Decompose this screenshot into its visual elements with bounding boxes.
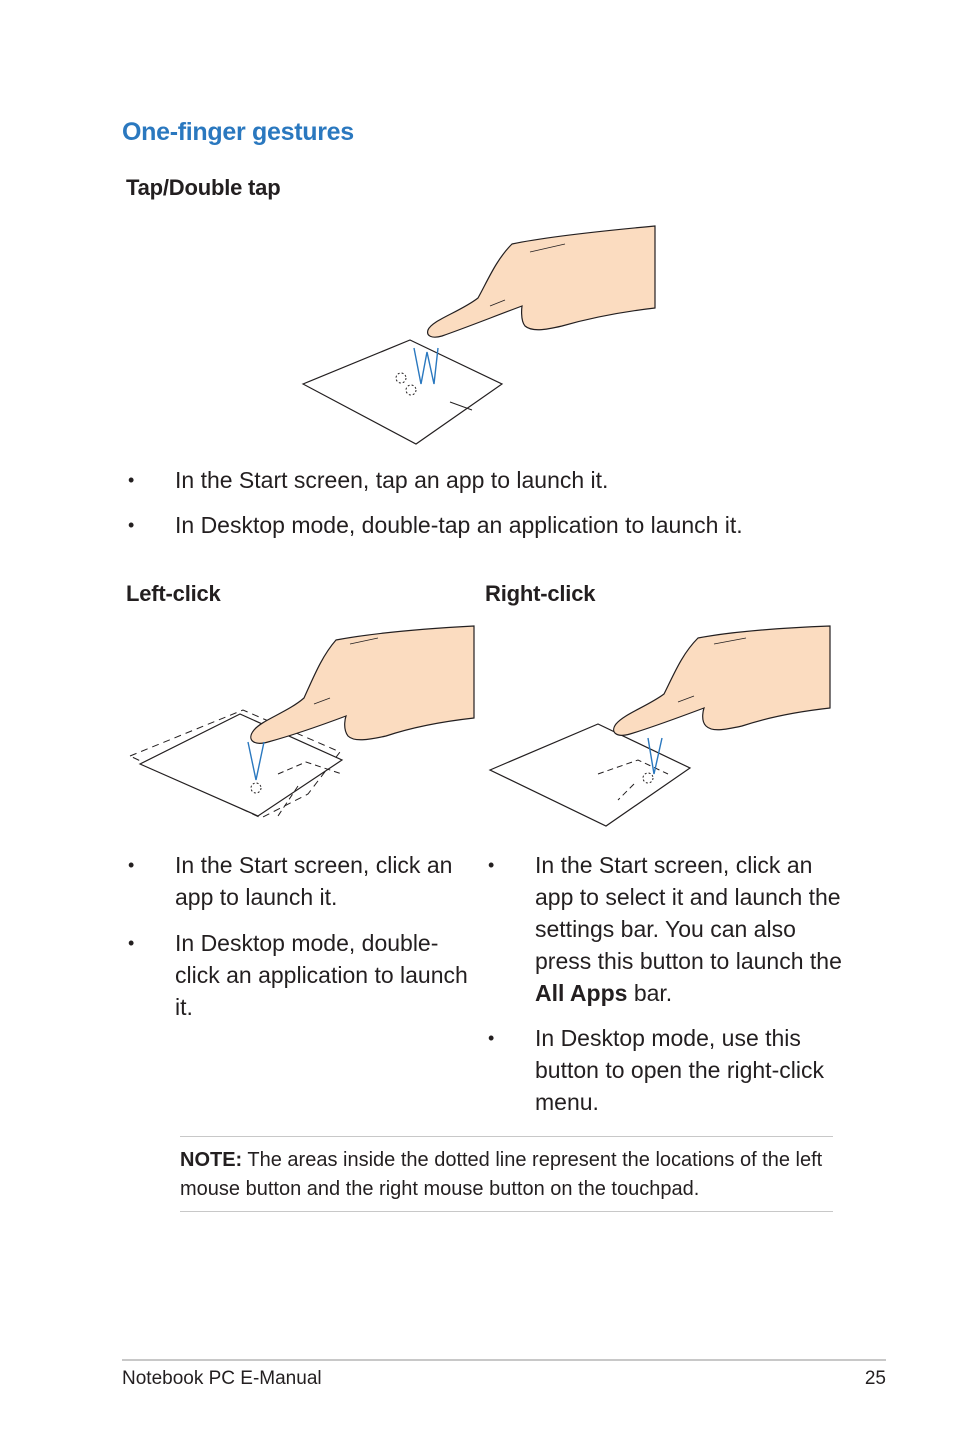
list-item: • In Desktop mode, use this button to open the right-click menu.	[488, 1025, 824, 1115]
note-text: The areas inside the dotted line represent the locations of the left mouse button and the right mouse button on the touchpad.	[180, 1149, 823, 1200]
page-number: 25	[864, 1368, 886, 1389]
footer-divider	[122, 1359, 886, 1361]
tap-bullets	[125, 464, 885, 541]
section-heading: One-finger gestures	[122, 118, 354, 146]
left-click-title: Left-click	[126, 581, 221, 606]
right-click-title: Right-click	[485, 581, 596, 606]
left-click-bullets	[125, 849, 480, 1023]
note-label: NOTE:	[180, 1149, 243, 1171]
list-item: • In the Start screen, click an app to select it and launch the settings bar. You can also press this button to launch the All Apps bar.	[488, 852, 842, 1006]
left-click-illustration	[128, 624, 478, 824]
tap-title: Tap/Double tap	[126, 175, 281, 200]
tap-illustration	[300, 222, 665, 447]
list-item: • In Desktop mode, double-click an application to launch it.	[128, 930, 468, 1020]
list-item: • In the Start screen, click an app to launch it.	[128, 852, 453, 910]
right-click-illustration	[488, 624, 833, 829]
right-click-bullets	[485, 849, 845, 1118]
all-apps-emphasis: All Apps	[535, 980, 628, 1006]
list-item: • In the Start screen, tap an app to launch it.	[128, 467, 609, 493]
note-box	[180, 1136, 833, 1212]
list-item: • In Desktop mode, double-tap an application to launch it.	[128, 512, 743, 538]
footer-manual-title: Notebook PC E-Manual	[122, 1368, 322, 1389]
